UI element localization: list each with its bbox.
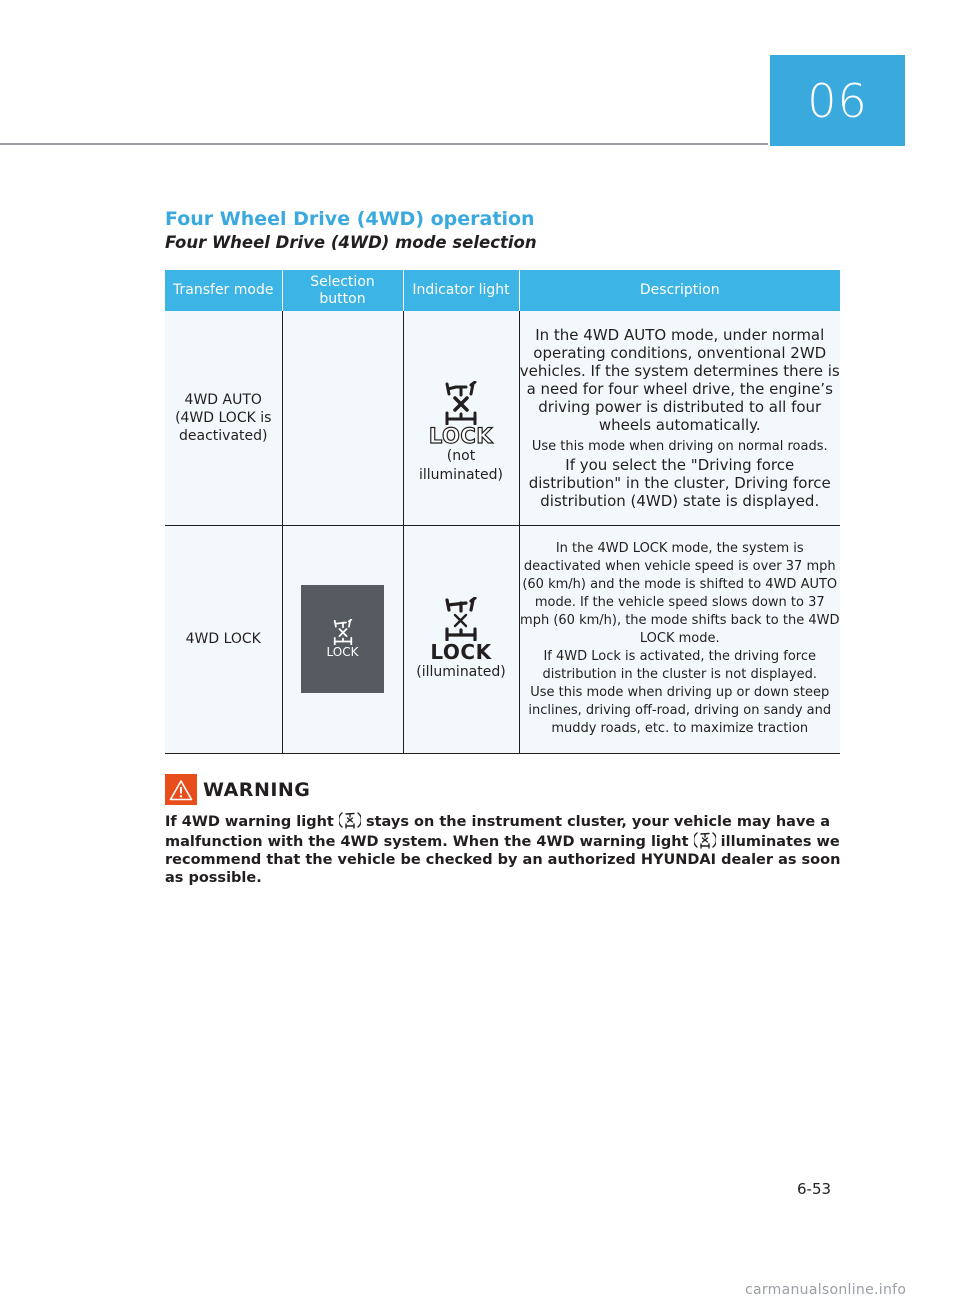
header-transfer-mode: Transfer mode xyxy=(165,270,282,311)
table-row xyxy=(165,525,840,753)
table-header-row xyxy=(165,270,840,311)
mode-cell: 4WD AUTO (4WD LOCK is deactivated) xyxy=(165,311,282,525)
warning-heading xyxy=(165,774,310,805)
warning-title: WARNING xyxy=(203,778,311,801)
header-description: Description xyxy=(519,270,840,311)
button-cell xyxy=(282,525,403,753)
sub-title: Four Wheel Drive (4WD) mode selection xyxy=(165,233,537,252)
watermark: carmanualsonline.info xyxy=(745,1282,907,1298)
4wd-lock-indicator-icon xyxy=(441,381,481,425)
description-text: Use this mode when driving up or down steep inclines, driving off-road, driving on sandy and muddy roads, etc. to maximize traction xyxy=(528,685,832,736)
4wd-lock-indicator-icon xyxy=(441,597,481,641)
mode-cell: 4WD LOCK xyxy=(165,525,282,753)
warning-triangle-icon xyxy=(169,779,193,801)
warning-text xyxy=(165,811,845,887)
warning-badge xyxy=(165,774,197,805)
indicator-caption: (illuminated) xyxy=(416,663,506,680)
4wd-warning-icon xyxy=(339,811,361,829)
button-lock-label: LOCK xyxy=(326,645,359,659)
lock-indicator-text: LOCK xyxy=(430,639,492,664)
description-cell xyxy=(519,311,840,525)
4wd-lock-button-icon xyxy=(331,619,355,645)
warning-text-part2: stays on the instrument cluster, your vehicle may have a malfunction with the 4WD system. When the 4WD warning light xyxy=(165,814,831,850)
indicator-caption: (not illuminated) xyxy=(419,447,503,483)
header-rule xyxy=(0,143,768,145)
warning-text-part1: If 4WD warning light xyxy=(165,814,334,830)
lock-indicator-text: LOCK xyxy=(428,423,494,448)
warning-text-part3: illuminates we recommend that the vehicle be checked by an authorized HYUNDAI dealer as soon as possible. xyxy=(165,834,841,886)
section-title: Four Wheel Drive (4WD) operation xyxy=(165,208,535,230)
description-text: In the 4WD AUTO mode, under normal operating conditions, onventional 2WD vehicles. If the system determines there is a need for four wheel drive, the engine’s driving power is distributed to all four wheels automatically. xyxy=(519,325,840,434)
indicator-cell xyxy=(403,311,519,525)
description-cell xyxy=(519,525,840,753)
page-number: 6-53 xyxy=(797,1180,832,1198)
indicator-cell xyxy=(403,525,519,753)
chapter-tab: 06 xyxy=(770,55,905,146)
header-selection-button: Selection button xyxy=(282,270,403,311)
table-row xyxy=(165,311,840,525)
description-text: In the 4WD LOCK mode, the system is deactivated when vehicle speed is over 37 mph (60 km/h) and the mode is shifted to 4WD AUTO mode. If the vehicle speed slows down to 37 mph (60 km/h), the mode shifts back to the 4WD LOCK mode. xyxy=(520,541,840,646)
description-text: If you select the "Driving force distribution" in the cluster, Driving force distribution (4WD) state is displayed. xyxy=(528,455,831,510)
description-text: Use this mode when driving on normal roads. xyxy=(531,438,828,454)
4wd-warning-icon xyxy=(694,831,716,849)
header-indicator-light: Indicator light xyxy=(403,270,519,311)
4wd-lock-button[interactable] xyxy=(301,585,384,693)
button-cell-empty xyxy=(282,311,403,525)
mode-table xyxy=(165,270,840,754)
description-text: If 4WD Lock is activated, the driving force distribution in the cluster is not displayed. xyxy=(542,649,817,682)
